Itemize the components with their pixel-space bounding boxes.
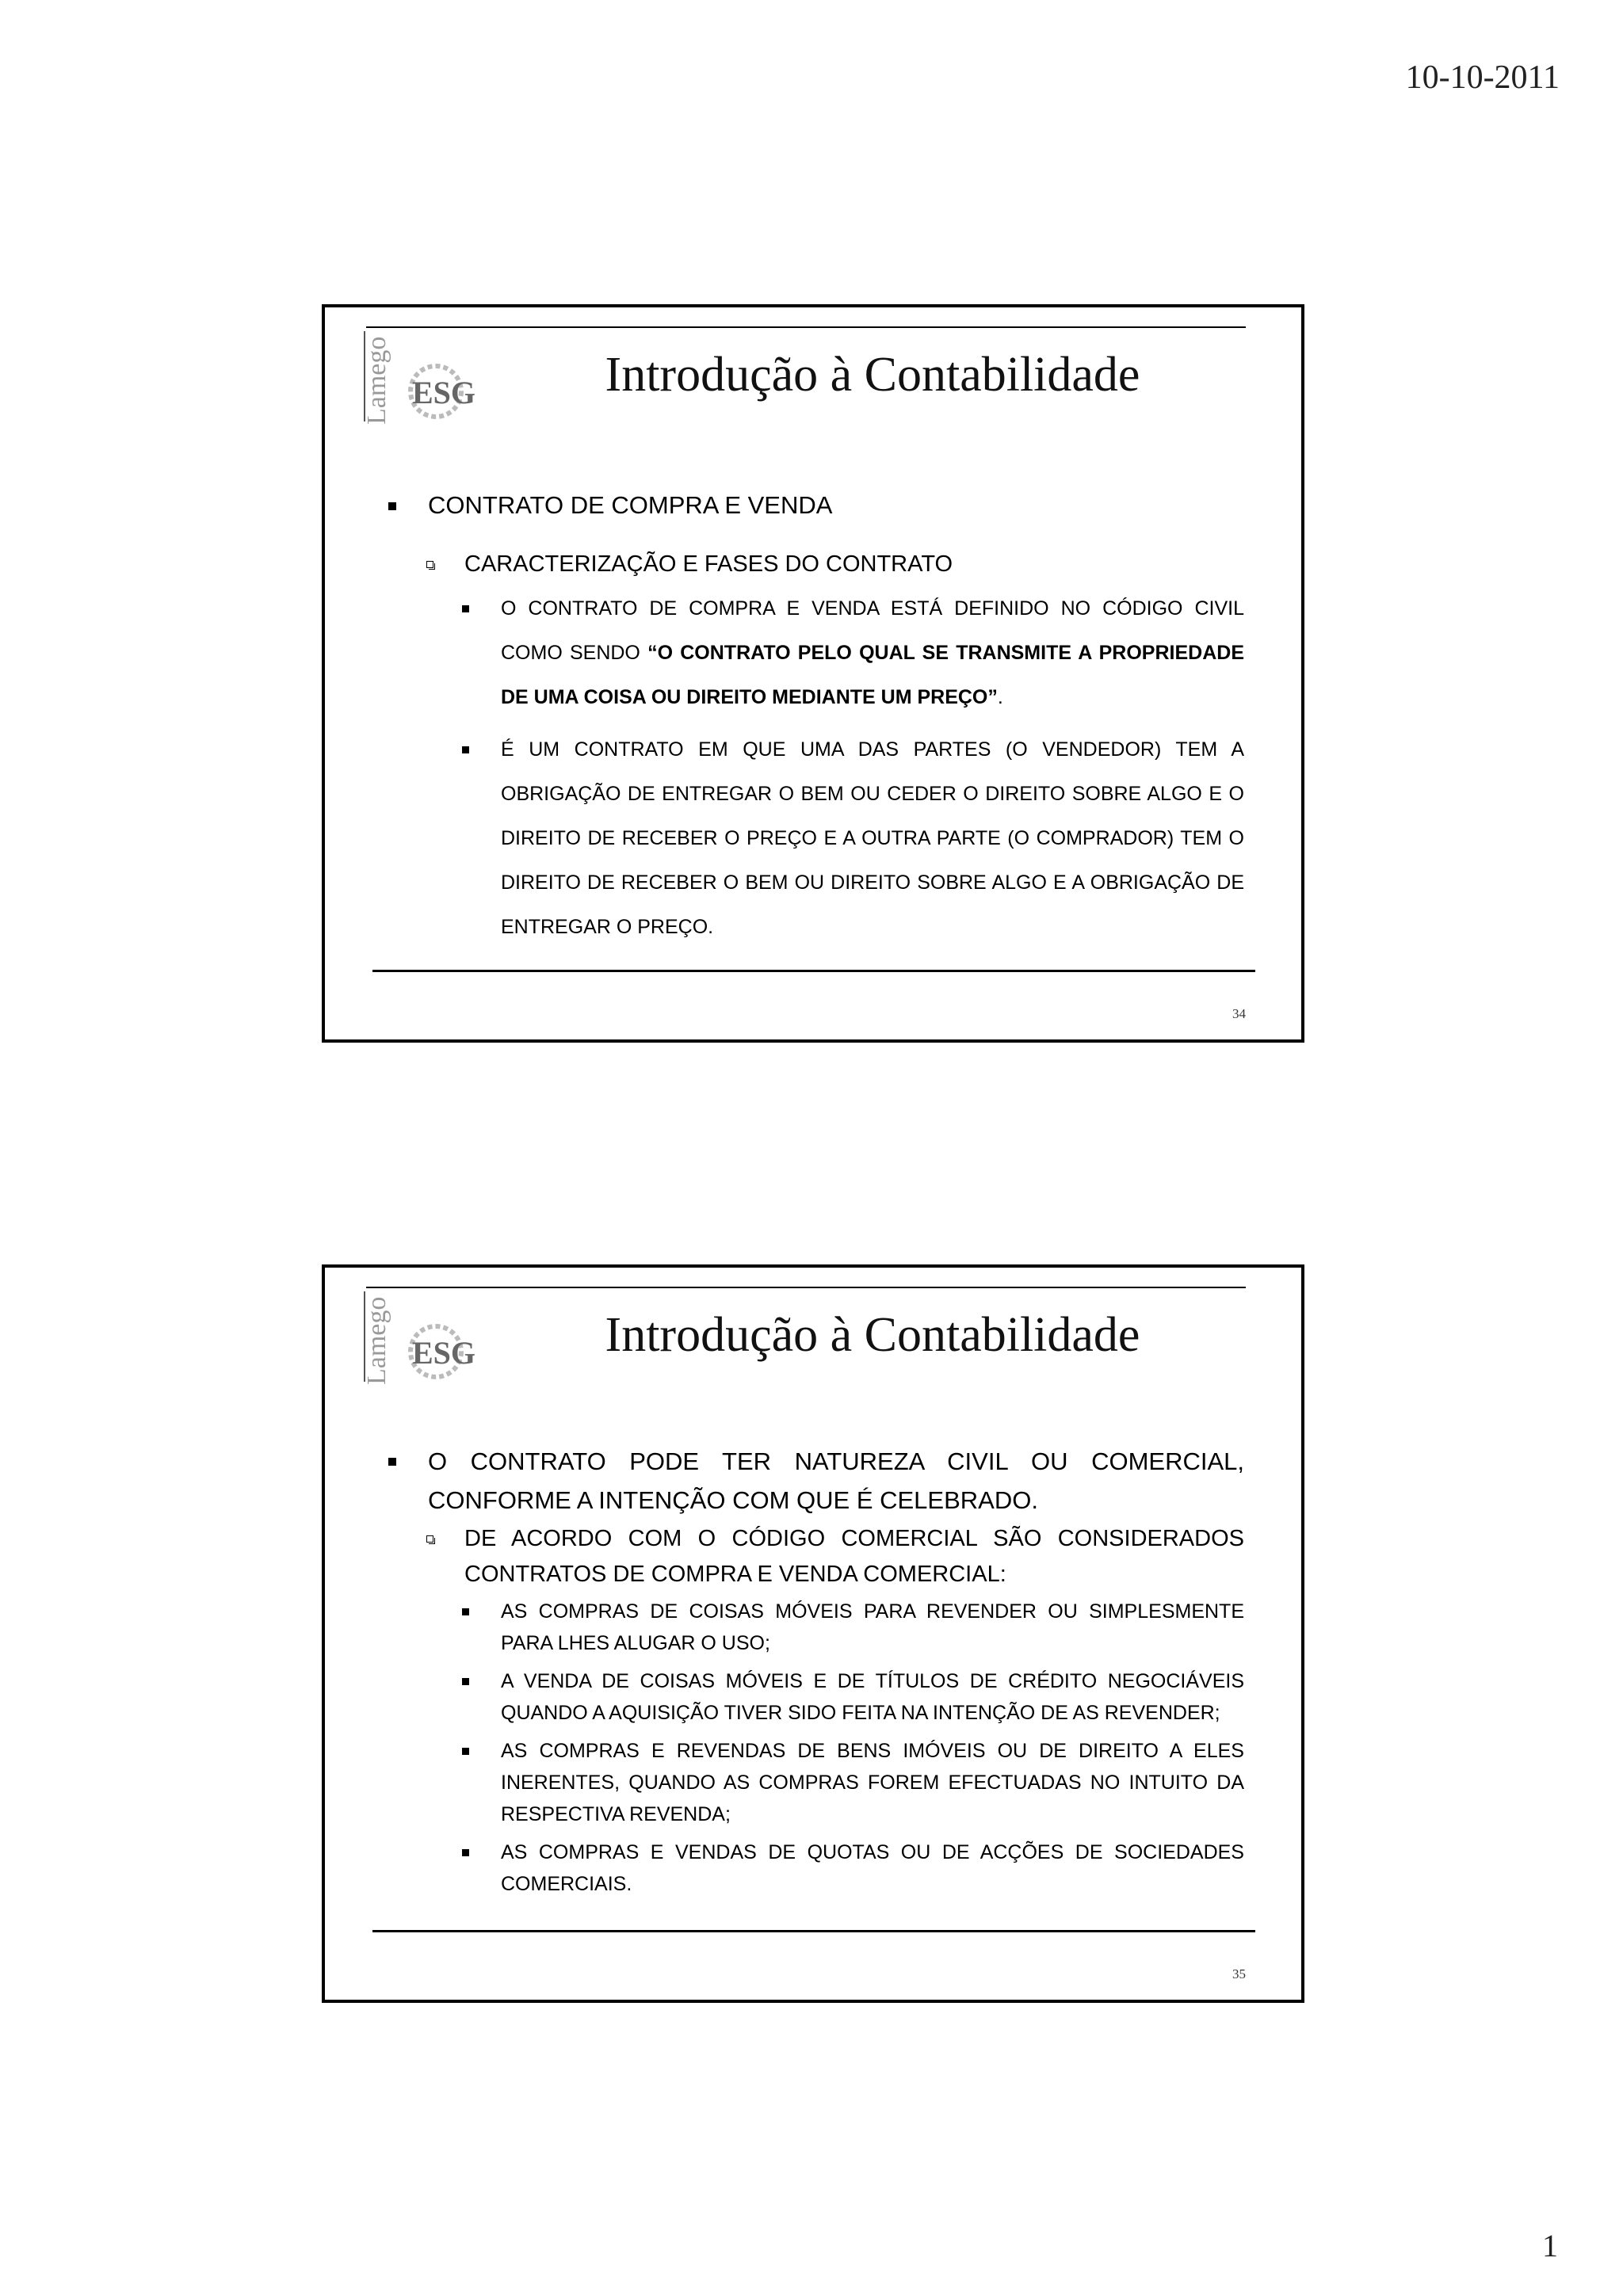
esg-lamego-logo <box>358 328 477 426</box>
logo-vertical-text: Lamego <box>362 1296 391 1385</box>
list-item-level1 <box>379 1442 1244 1520</box>
hollow-square-bullet-icon <box>426 1535 433 1543</box>
list-item-level3 <box>379 1836 1244 1900</box>
square-bullet-icon <box>388 502 396 510</box>
list-item-level3 <box>379 586 1244 719</box>
top-rule <box>366 326 1246 328</box>
item-text: AS COMPRAS E VENDAS DE QUOTAS OU DE ACÇÕES DE SOCIEDADES COMERCIAIS. <box>501 1841 1244 1895</box>
list-item-level2 <box>379 1521 1244 1592</box>
logo-vertical-text: Lamego <box>362 336 391 425</box>
top-rule <box>366 1287 1246 1288</box>
bottom-rule <box>372 1930 1255 1932</box>
item-text-bold: “O CONTRATO PELO QUAL SE TRANSMITE A PROPRIEDADE DE UMA COISA OU DIREITO MEDIANTE UM PREÇO” <box>501 642 1244 708</box>
item-text: É UM CONTRATO EM QUE UMA DAS PARTES (O VENDEDOR) TEM A OBRIGAÇÃO DE ENTREGAR O BEM OU CEDER O DIREITO SOBRE ALGO E O DIREITO DE RECEBER O PREÇO E A OUTRA PARTE (O COMPRADOR) TEM O DIREITO DE RECEBER O BEM OU DIREITO SOBRE ALGO E A OBRIGAÇÃO DE ENTREGAR O PREÇO. <box>501 738 1244 938</box>
slide-number: 35 <box>1232 1966 1246 1981</box>
page-number: 1 <box>1542 2228 1558 2264</box>
item-text: A VENDA DE COISAS MÓVEIS E DE TÍTULOS DE CRÉDITO NEGOCIÁVEIS QUANDO A AQUISIÇÃO TIVER SIDO FEITA NA INTENÇÃO DE AS REVENDER; <box>501 1670 1244 1724</box>
item-text: . <box>997 686 1003 708</box>
list-item-level1 <box>379 490 1244 521</box>
square-bullet-icon <box>462 1748 469 1755</box>
slide-35 <box>322 1264 1304 2003</box>
item-text: DE ACORDO COM O CÓDIGO COMERCIAL SÃO CONSIDERADOS CONTRATOS DE COMPRA E VENDA COMERCIAL: <box>464 1526 1244 1587</box>
esg-lamego-logo <box>358 1288 477 1386</box>
item-text: CARACTERIZAÇÃO E FASES DO CONTRATO <box>464 551 953 577</box>
square-bullet-icon <box>462 1678 469 1685</box>
item-text: O CONTRATO PODE TER NATUREZA CIVIL OU COMERCIAL, CONFORME A INTENÇÃO COM QUE É CELEBRADO. <box>428 1447 1244 1514</box>
square-bullet-icon <box>462 1849 469 1856</box>
list-item-level2 <box>379 548 1244 580</box>
list-item-level3 <box>379 727 1244 949</box>
list-item-level3 <box>379 1596 1244 1659</box>
slide-title: Introdução à Contabilidade <box>605 1308 1140 1362</box>
slide-number: 34 <box>1232 1006 1246 1021</box>
page-date: 10-10-2011 <box>1405 59 1560 96</box>
item-text: AS COMPRAS DE COISAS MÓVEIS PARA REVENDER OU SIMPLESMENTE PARA LHES ALUGAR O USO; <box>501 1600 1244 1654</box>
square-bullet-icon <box>388 1458 396 1466</box>
square-bullet-icon <box>462 605 469 612</box>
hollow-square-bullet-icon <box>426 561 433 568</box>
list-item-level3 <box>379 1665 1244 1729</box>
item-text: AS COMPRAS E REVENDAS DE BENS IMÓVEIS OU DE DIREITO A ELES INERENTES, QUANDO AS COMPRAS FOREM EFECTUADAS NO INTUITO DA RESPECTIVA REVENDA; <box>501 1740 1244 1825</box>
logo-mark-text: ESG <box>412 375 476 410</box>
item-text: O CONTRATO DE COMPRA E VENDA ESTÁ DEFINIDO NO CÓDIGO CIVIL COMO SENDO <box>501 597 1244 664</box>
logo-mark-text: ESG <box>412 1335 476 1371</box>
list-item-level3 <box>379 1735 1244 1830</box>
square-bullet-icon <box>462 746 469 753</box>
bottom-rule <box>372 970 1255 972</box>
slide-title: Introdução à Contabilidade <box>605 348 1140 402</box>
square-bullet-icon <box>462 1608 469 1615</box>
slide-34 <box>322 304 1304 1043</box>
item-text: CONTRATO DE COMPRA E VENDA <box>428 491 833 519</box>
